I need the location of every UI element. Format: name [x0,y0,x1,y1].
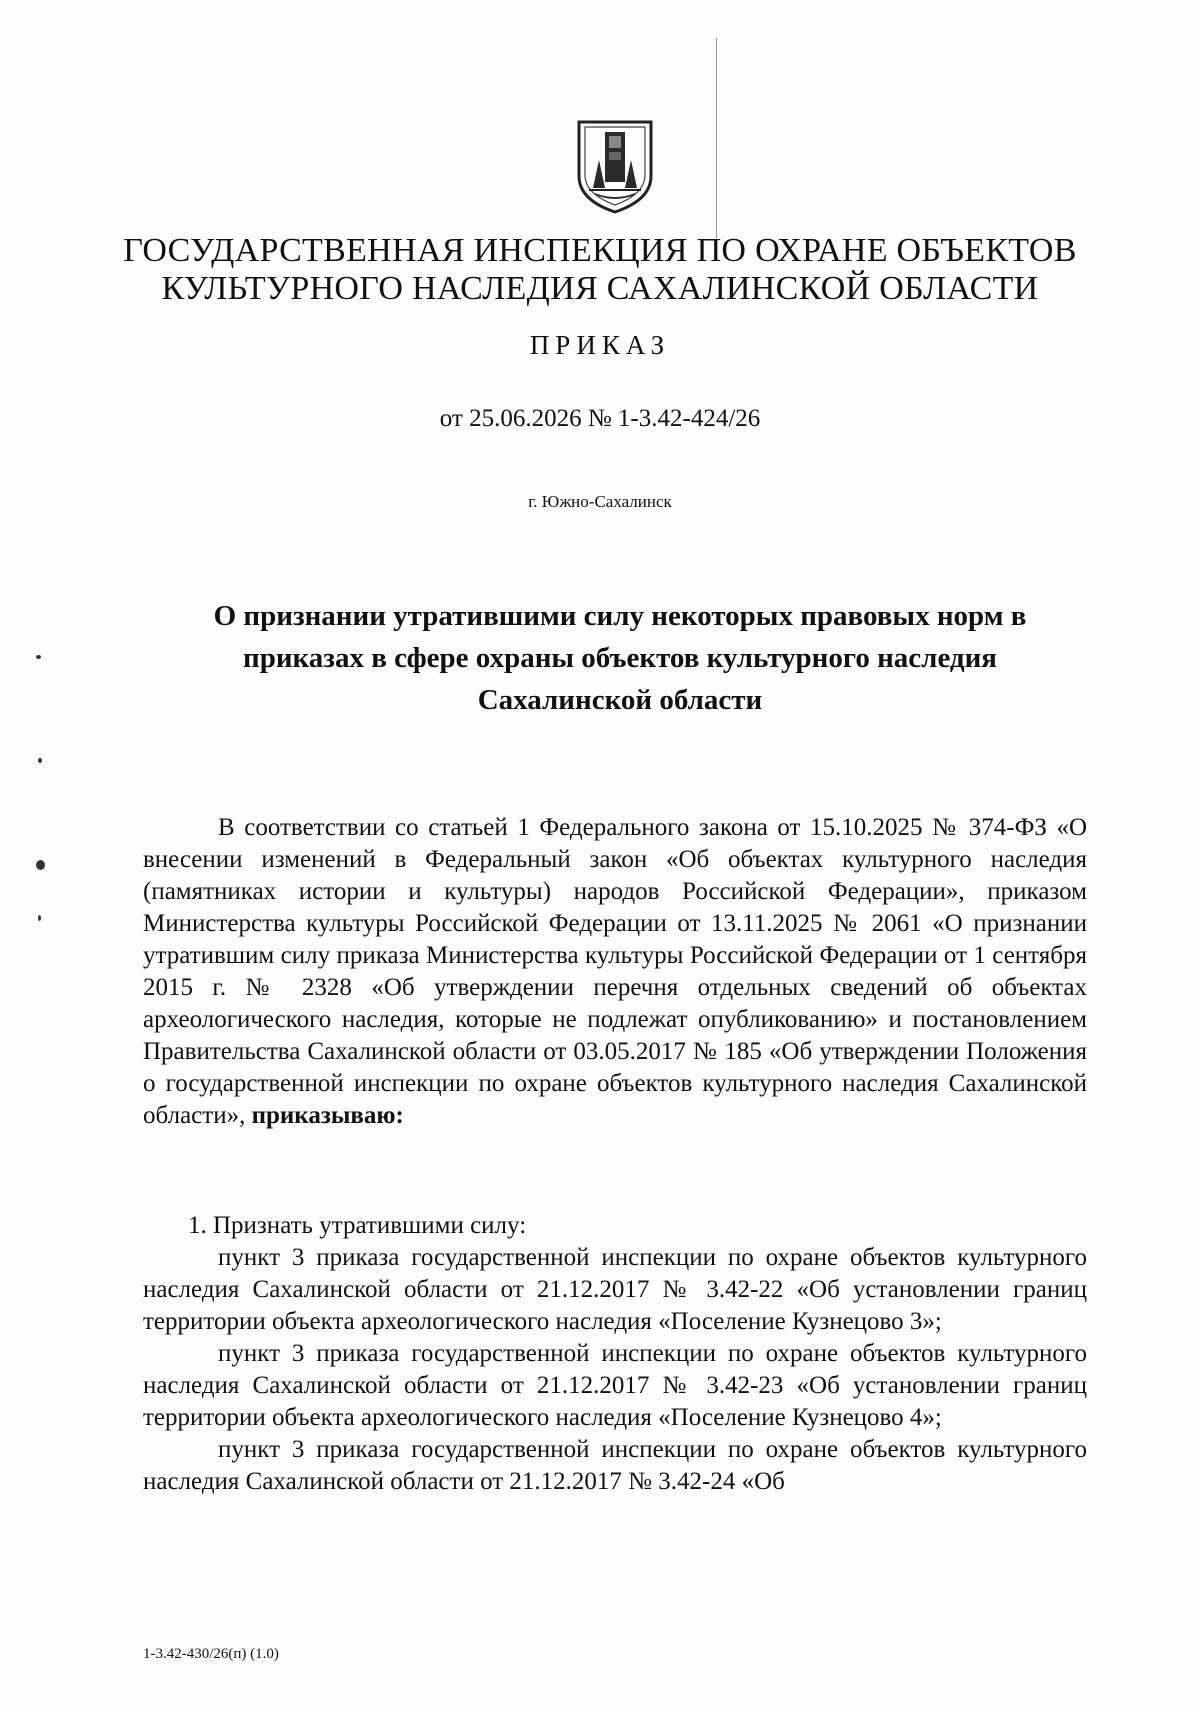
intro-paragraph [143,812,1087,1132]
organization-name [100,232,1100,308]
document-title-line3: Сахалинской области [477,684,763,716]
order-list [143,1210,1087,1498]
organization-name-line1: ГОСУДАРСТВЕННАЯ ИНСПЕКЦИЯ ПО ОХРАНЕ ОБЪЕКТОВ [123,232,1077,269]
scan-speck [38,758,42,763]
list-item: пункт 3 приказа государственной инспекции по охране объектов культурного наследия Сахалинской области от 21.12.2017 № 3.42-22 «Об установлении границ территории объекта археологического наследия «Поселение Кузнецово 3»; [143,1244,1087,1335]
document-title-line1: О признании утратившими силу некоторых правовых норм в [213,600,1027,632]
scan-speck [38,915,41,921]
intro-text: В соответствии со статьей 1 Федерального закона от 15.10.2025 № 374-ФЗ «О внесении изменений в Федеральный закон «Об объектах культурного наследия (памятниках истории и культуры) народов Российской Федерации», приказом Министерства культуры Российской Федерации от 13.11.2025 № 2061 «О признании утратившим силу приказа Министерства культуры Российской Федерации от 1 сентября 2015 г. № 2328 «Об утверждении перечня отдельных сведений об объектах археологического наследия, которые не подлежат опубликованию» и постановлением Правительства Сахалинской области от 03.05.2017 № 185 «Об утверждении Положения о государственной инспекции по охране объектов культурного наследия Сахалинской области», [143,814,1087,1129]
intro-text-block [143,812,1087,1132]
scan-speck [36,860,45,870]
list-item-head: 1. Признать утратившими силу: [188,1212,527,1239]
list-item: пункт 3 приказа государственной инспекции по охране объектов культурного наследия Сахалинской области от 21.12.2017 № 3.42-24 «Об [143,1436,1087,1495]
document-type: ПРИКАЗ [529,330,671,360]
organization-name-line2: КУЛЬТУРНОГО НАСЛЕДИЯ САХАЛИНСКОЙ ОБЛАСТИ [161,270,1039,307]
document-city: г. Южно-Сахалинск [528,492,672,511]
footer-code: 1-3.42-430/26(п) (1.0) [143,1646,279,1662]
document-title [150,595,1090,721]
scan-speck [36,655,41,659]
scan-artifact-line [716,38,717,248]
document-number: от 25.06.2026 № 1-3.42-424/26 [439,405,761,432]
document-title-line2: приказах в сфере охраны объектов культурного наследия [242,642,997,674]
list-item: пункт 3 приказа государственной инспекции по охране объектов культурного наследия Сахалинской области от 21.12.2017 № 3.42-23 «Об установлении границ территории объекта археологического наследия «Поселение Кузнецово 4»; [143,1340,1087,1431]
order-word: приказываю: [251,1102,404,1129]
coat-of-arms-icon [573,118,657,214]
